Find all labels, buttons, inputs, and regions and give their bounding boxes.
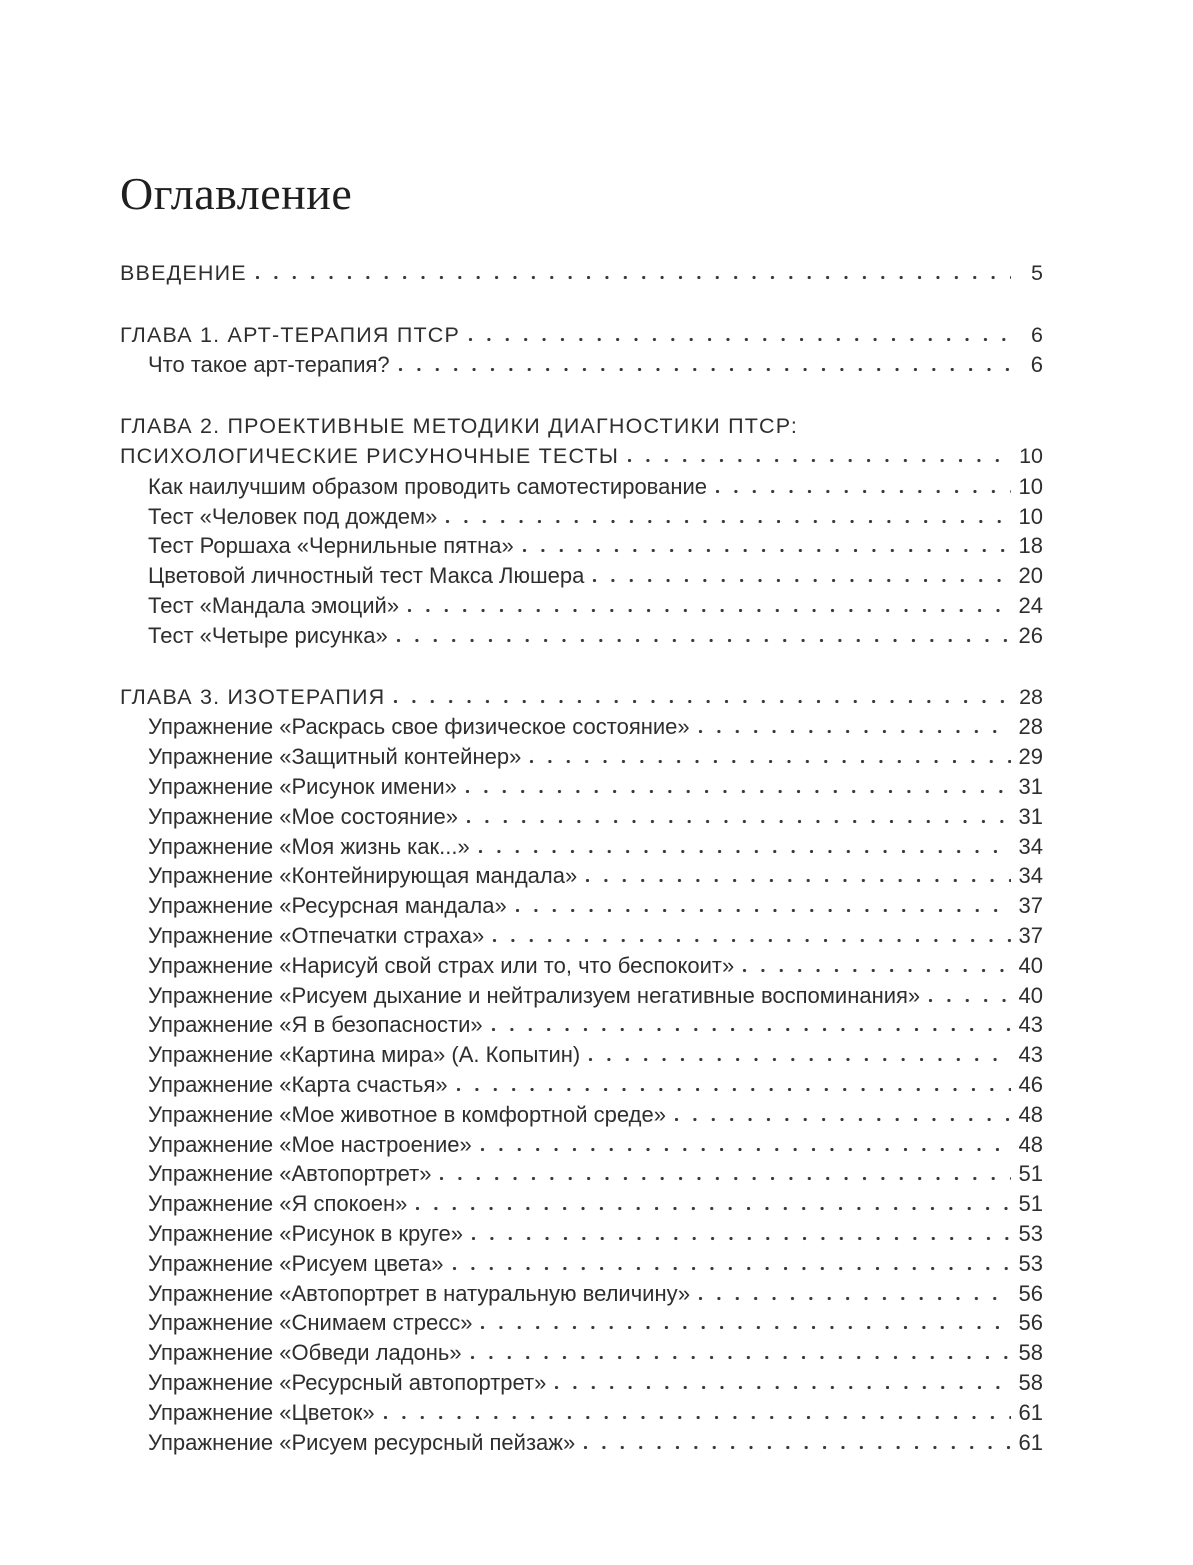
- entry-row: [148, 531, 1043, 561]
- entry-label: ГЛАВА 3. ИЗОТЕРАПИЯ: [120, 684, 386, 709]
- entry-row: [148, 921, 1043, 951]
- entry-row: [148, 891, 1043, 921]
- toc-entry: [120, 802, 1043, 832]
- entry-page: 51: [1018, 1161, 1043, 1187]
- entry-row: [148, 951, 1043, 981]
- toc-entry: [120, 1070, 1043, 1100]
- toc-entry: [120, 1219, 1043, 1249]
- toc-entry: [120, 412, 1043, 472]
- dot-leader: [515, 908, 1011, 913]
- toc-group: [120, 683, 1043, 1458]
- dot-leader: [588, 1057, 1011, 1062]
- toc-entry: [120, 1428, 1043, 1458]
- toc-entry: [120, 683, 1043, 713]
- entry-page: 6: [1031, 322, 1043, 347]
- toc-entry: [120, 1040, 1043, 1070]
- entry-page: 34: [1018, 833, 1043, 859]
- entry-label: Упражнение «Рисунок в круге»: [148, 1221, 464, 1246]
- dot-leader: [398, 367, 1011, 372]
- dot-leader: [415, 1206, 1011, 1211]
- toc-entry: [120, 1010, 1043, 1040]
- entry-page: 37: [1018, 893, 1043, 919]
- entry-row: [148, 1130, 1043, 1160]
- entry-row: [148, 1368, 1043, 1398]
- entry-row: [120, 442, 1043, 472]
- entry-row: [148, 1070, 1043, 1100]
- entry-label: ПСИХОЛОГИЧЕСКИЕ РИСУНОЧНЫЕ ТЕСТЫ: [120, 444, 620, 469]
- entry-row: [148, 1249, 1043, 1279]
- dot-leader: [471, 1236, 1011, 1241]
- dot-leader: [492, 938, 1011, 943]
- entry-label: Упражнение «Мое животное в комфортной среде»: [148, 1101, 666, 1127]
- entry-row: [148, 1189, 1043, 1219]
- dot-leader: [627, 458, 1011, 463]
- entry-label: Упражнение «Снимаем стресс»: [148, 1310, 473, 1336]
- toc-entry: [120, 1130, 1043, 1160]
- entry-label: Упражнение «Рисуем дыхание и нейтрализуем негативные воспоминания»: [148, 982, 921, 1008]
- entry-page: 18: [1018, 533, 1043, 559]
- dot-leader: [592, 578, 1011, 583]
- dot-leader: [698, 729, 1011, 734]
- entry-page: 61: [1018, 1429, 1043, 1455]
- dot-leader: [478, 849, 1011, 854]
- entry-page: 56: [1018, 1310, 1043, 1336]
- dot-leader: [554, 1385, 1011, 1390]
- entry-page: 40: [1018, 952, 1043, 978]
- entry-label: Тест Роршаха «Чернильные пятна»: [148, 533, 514, 559]
- entry-row: [148, 1040, 1043, 1070]
- toc-entry: [120, 350, 1043, 380]
- dot-leader: [383, 1415, 1011, 1420]
- toc-entry: [120, 472, 1043, 502]
- dot-leader: [529, 759, 1011, 764]
- entry-label: Упражнение «Цветок»: [148, 1399, 375, 1425]
- dot-leader: [468, 337, 1011, 342]
- toc-entry: [120, 591, 1043, 621]
- entry-label: Что такое арт-терапия?: [148, 352, 390, 378]
- dot-leader: [465, 789, 1011, 794]
- entry-row: [148, 772, 1043, 802]
- entry-page: 43: [1018, 1042, 1043, 1068]
- toc-entry: [120, 1100, 1043, 1130]
- entry-row: [148, 1159, 1043, 1189]
- entry-row: [148, 1279, 1043, 1309]
- dot-leader: [674, 1117, 1011, 1122]
- dot-leader: [396, 638, 1011, 643]
- dot-leader: [439, 1176, 1011, 1181]
- entry-page: 58: [1018, 1369, 1043, 1395]
- toc-entry: [120, 1159, 1043, 1189]
- entry-row: [148, 981, 1043, 1011]
- entry-row: [148, 832, 1043, 862]
- entry-row: [148, 1428, 1043, 1458]
- dot-leader: [742, 968, 1011, 973]
- entry-label: Упражнение «Отпечатки страха»: [148, 923, 485, 949]
- entry-page: 29: [1018, 744, 1043, 770]
- dot-leader: [452, 1266, 1011, 1271]
- toc-entry: [120, 712, 1043, 742]
- entry-page: 53: [1018, 1250, 1043, 1276]
- dot-leader: [715, 489, 1011, 494]
- entry-row: [148, 861, 1043, 891]
- toc-entry: [120, 531, 1043, 561]
- entry-row: [148, 1219, 1043, 1249]
- dot-leader: [928, 998, 1011, 1003]
- entry-page: 10: [1018, 473, 1043, 499]
- entry-row: [148, 1308, 1043, 1338]
- toc-entry: [120, 742, 1043, 772]
- entry-row: [148, 350, 1043, 380]
- entry-row: [148, 1398, 1043, 1428]
- entry-row: [120, 683, 1043, 713]
- entry-page: 34: [1018, 863, 1043, 889]
- entry-label: Упражнение «Контейнирующая мандала»: [148, 863, 578, 889]
- entry-row: [148, 1100, 1043, 1130]
- entry-page: 31: [1018, 803, 1043, 829]
- entry-page: 46: [1018, 1072, 1043, 1098]
- toc-entry: [120, 1368, 1043, 1398]
- entry-page: 53: [1018, 1221, 1043, 1246]
- entry-row: [148, 621, 1043, 651]
- toc-entry: [120, 1398, 1043, 1428]
- entry-row: [148, 1010, 1043, 1040]
- toc-entry: [120, 1189, 1043, 1219]
- dot-leader: [585, 878, 1011, 883]
- toc-entry: [120, 1308, 1043, 1338]
- toc-group: [120, 259, 1043, 289]
- entry-label: Упражнение «Ресурсный автопортрет»: [148, 1369, 547, 1395]
- entry-page: 10: [1018, 503, 1043, 529]
- toc-entry: [120, 951, 1043, 981]
- entry-label: Упражнение «Нарисуй свой страх или то, что беспокоит»: [148, 952, 735, 978]
- entry-page: 48: [1018, 1131, 1043, 1157]
- entry-label: Упражнение «Я в безопасности»: [148, 1012, 483, 1038]
- entry-label: Упражнение «Я спокоен»: [148, 1191, 408, 1217]
- entry-row: [148, 742, 1043, 772]
- entry-label: Упражнение «Раскрась свое физическое состояние»: [148, 714, 690, 740]
- entry-label: Упражнение «Мое настроение»: [148, 1131, 472, 1157]
- entry-page: 28: [1018, 714, 1043, 740]
- toc-entry: [120, 861, 1043, 891]
- entry-label: Упражнение «Рисуем ресурсный пейзаж»: [148, 1429, 576, 1455]
- entry-page: 58: [1018, 1340, 1043, 1366]
- toc-entry: [120, 259, 1043, 289]
- toc: [120, 259, 1043, 1457]
- entry-row: [148, 591, 1043, 621]
- entry-label: Цветовой личностный тест Макса Люшера: [148, 563, 585, 589]
- dot-leader: [456, 1087, 1011, 1092]
- entry-label: Упражнение «Обведи ладонь»: [148, 1340, 462, 1366]
- entry-label: Упражнение «Картина мира» (А. Копытин): [148, 1042, 581, 1068]
- entry-label: Упражнение «Карта счастья»: [148, 1072, 448, 1098]
- entry-label: Тест «Четыре рисунка»: [148, 622, 388, 648]
- dot-leader: [255, 275, 1011, 280]
- toc-entry: [120, 891, 1043, 921]
- entry-label: Упражнение «Мое состояние»: [148, 803, 459, 829]
- entry-page: 10: [1019, 444, 1043, 469]
- toc-group: [120, 412, 1043, 650]
- entry-label: Тест «Мандала эмоций»: [148, 593, 400, 619]
- entry-page: 20: [1018, 563, 1043, 589]
- entry-page: 40: [1018, 982, 1043, 1008]
- entry-label: Упражнение «Автопортрет»: [148, 1161, 432, 1187]
- entry-page: 5: [1031, 260, 1043, 285]
- dot-leader: [491, 1027, 1011, 1032]
- page-title: Оглавление: [120, 168, 353, 219]
- dot-leader: [445, 519, 1011, 524]
- entry-label: Упражнение «Ресурсная мандала»: [148, 893, 507, 919]
- dot-leader: [470, 1355, 1011, 1360]
- entry-label: Упражнение «Рисуем цвета»: [148, 1250, 444, 1276]
- entry-page: 37: [1018, 923, 1043, 949]
- entry-row: [148, 712, 1043, 742]
- toc-group: [120, 321, 1043, 381]
- toc-entry: [120, 1249, 1043, 1279]
- entry-page: 6: [1030, 352, 1043, 378]
- entry-page: 28: [1019, 684, 1043, 709]
- entry-row: [148, 502, 1043, 532]
- toc-entry: [120, 1338, 1043, 1368]
- dot-leader: [393, 699, 1011, 704]
- toc-entry: [120, 981, 1043, 1011]
- entry-label: Тест «Человек под дождем»: [148, 503, 438, 529]
- entry-label: Упражнение «Рисунок имени»: [148, 774, 457, 800]
- entry-label: Как наилучшим образом проводить самотестирование: [148, 473, 708, 499]
- dot-leader: [480, 1325, 1011, 1330]
- dot-leader: [522, 548, 1011, 553]
- dot-leader: [466, 819, 1011, 824]
- toc-entry: [120, 621, 1043, 651]
- entry-row: [120, 259, 1043, 289]
- entry-page: 26: [1018, 622, 1043, 648]
- entry-row: [148, 802, 1043, 832]
- toc-entry: [120, 502, 1043, 532]
- entry-row: [148, 561, 1043, 591]
- dot-leader: [583, 1445, 1011, 1450]
- dot-leader: [480, 1147, 1011, 1152]
- toc-entry: [120, 921, 1043, 951]
- entry-label-line: ГЛАВА 2. ПРОЕКТИВНЫЕ МЕТОДИКИ ДИАГНОСТИКИ ПТСР:: [120, 414, 799, 439]
- dot-leader: [698, 1296, 1011, 1301]
- entry-row: [148, 1338, 1043, 1368]
- entry-label: ГЛАВА 1. АРТ-ТЕРАПИЯ ПТСР: [120, 322, 461, 347]
- entry-page: 43: [1018, 1012, 1043, 1038]
- toc-entry: [120, 832, 1043, 862]
- entry-page: 56: [1018, 1280, 1043, 1306]
- entry-page: 51: [1018, 1191, 1043, 1217]
- entry-label: ВВЕДЕНИЕ: [120, 260, 247, 285]
- entry-page: 48: [1018, 1101, 1043, 1127]
- entry-row: [120, 321, 1043, 351]
- toc-entry: [120, 561, 1043, 591]
- entry-label: Упражнение «Автопортрет в натуральную величину»: [148, 1280, 691, 1306]
- toc-entry: [120, 321, 1043, 351]
- entry-page: 31: [1018, 774, 1043, 800]
- entry-label: Упражнение «Моя жизнь как...»: [148, 833, 470, 859]
- dot-leader: [407, 608, 1011, 613]
- toc-entry: [120, 772, 1043, 802]
- entry-row: [148, 472, 1043, 502]
- entry-page: 24: [1018, 593, 1043, 619]
- entry-page: 61: [1018, 1399, 1043, 1425]
- toc-entry: [120, 1279, 1043, 1309]
- entry-label: Упражнение «Защитный контейнер»: [148, 744, 522, 770]
